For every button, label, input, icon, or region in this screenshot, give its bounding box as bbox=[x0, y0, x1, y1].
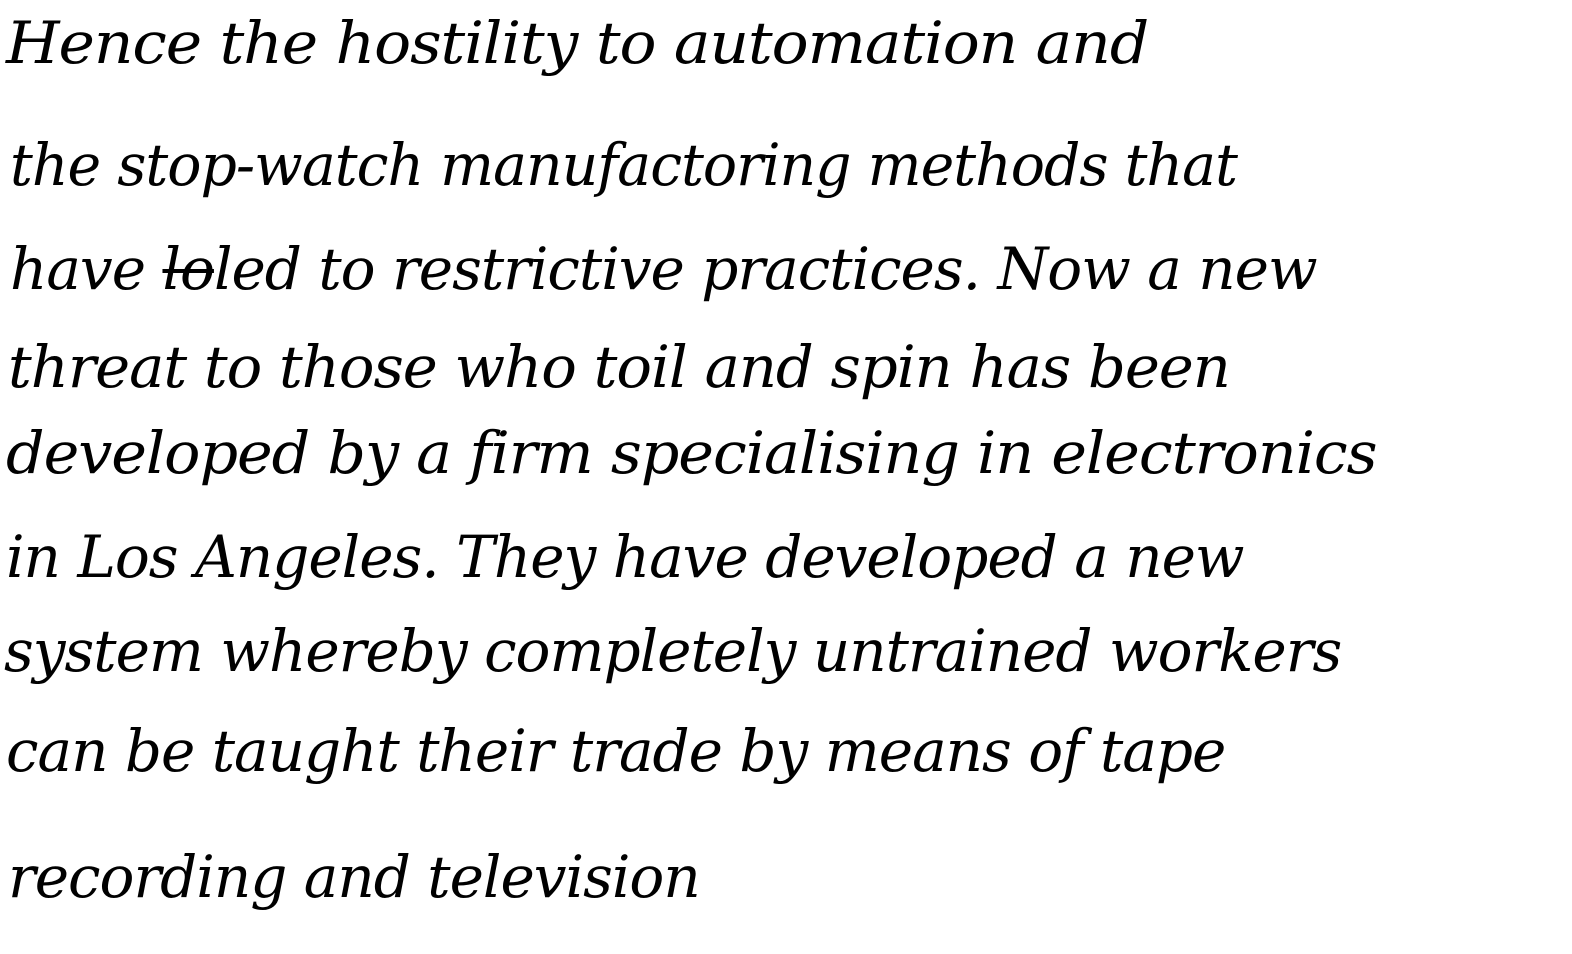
text-line-4: threat to those who toil and spin has been bbox=[8, 333, 1230, 401]
text-line-7: system whereby completely untrained workers bbox=[4, 617, 1342, 685]
text-line-5: developed by a firm specialising in electronics bbox=[6, 419, 1377, 487]
text-line-9: recording and television bbox=[8, 843, 700, 911]
struck-out-word: lo bbox=[162, 235, 214, 303]
text-line-3-start: have bbox=[10, 235, 163, 303]
text-line-3 bbox=[10, 235, 1317, 303]
text-line-8: can be taught their trade by means of tape bbox=[6, 717, 1226, 785]
text-line-6: in Los Angeles. They have developed a new bbox=[6, 523, 1244, 591]
text-line-2: the stop-watch manufactoring methods that bbox=[10, 131, 1237, 199]
text-line-1: Hence the hostility to automation and bbox=[6, 9, 1149, 77]
text-line-3-rest: led to restrictive practices. Now a new bbox=[213, 235, 1317, 303]
